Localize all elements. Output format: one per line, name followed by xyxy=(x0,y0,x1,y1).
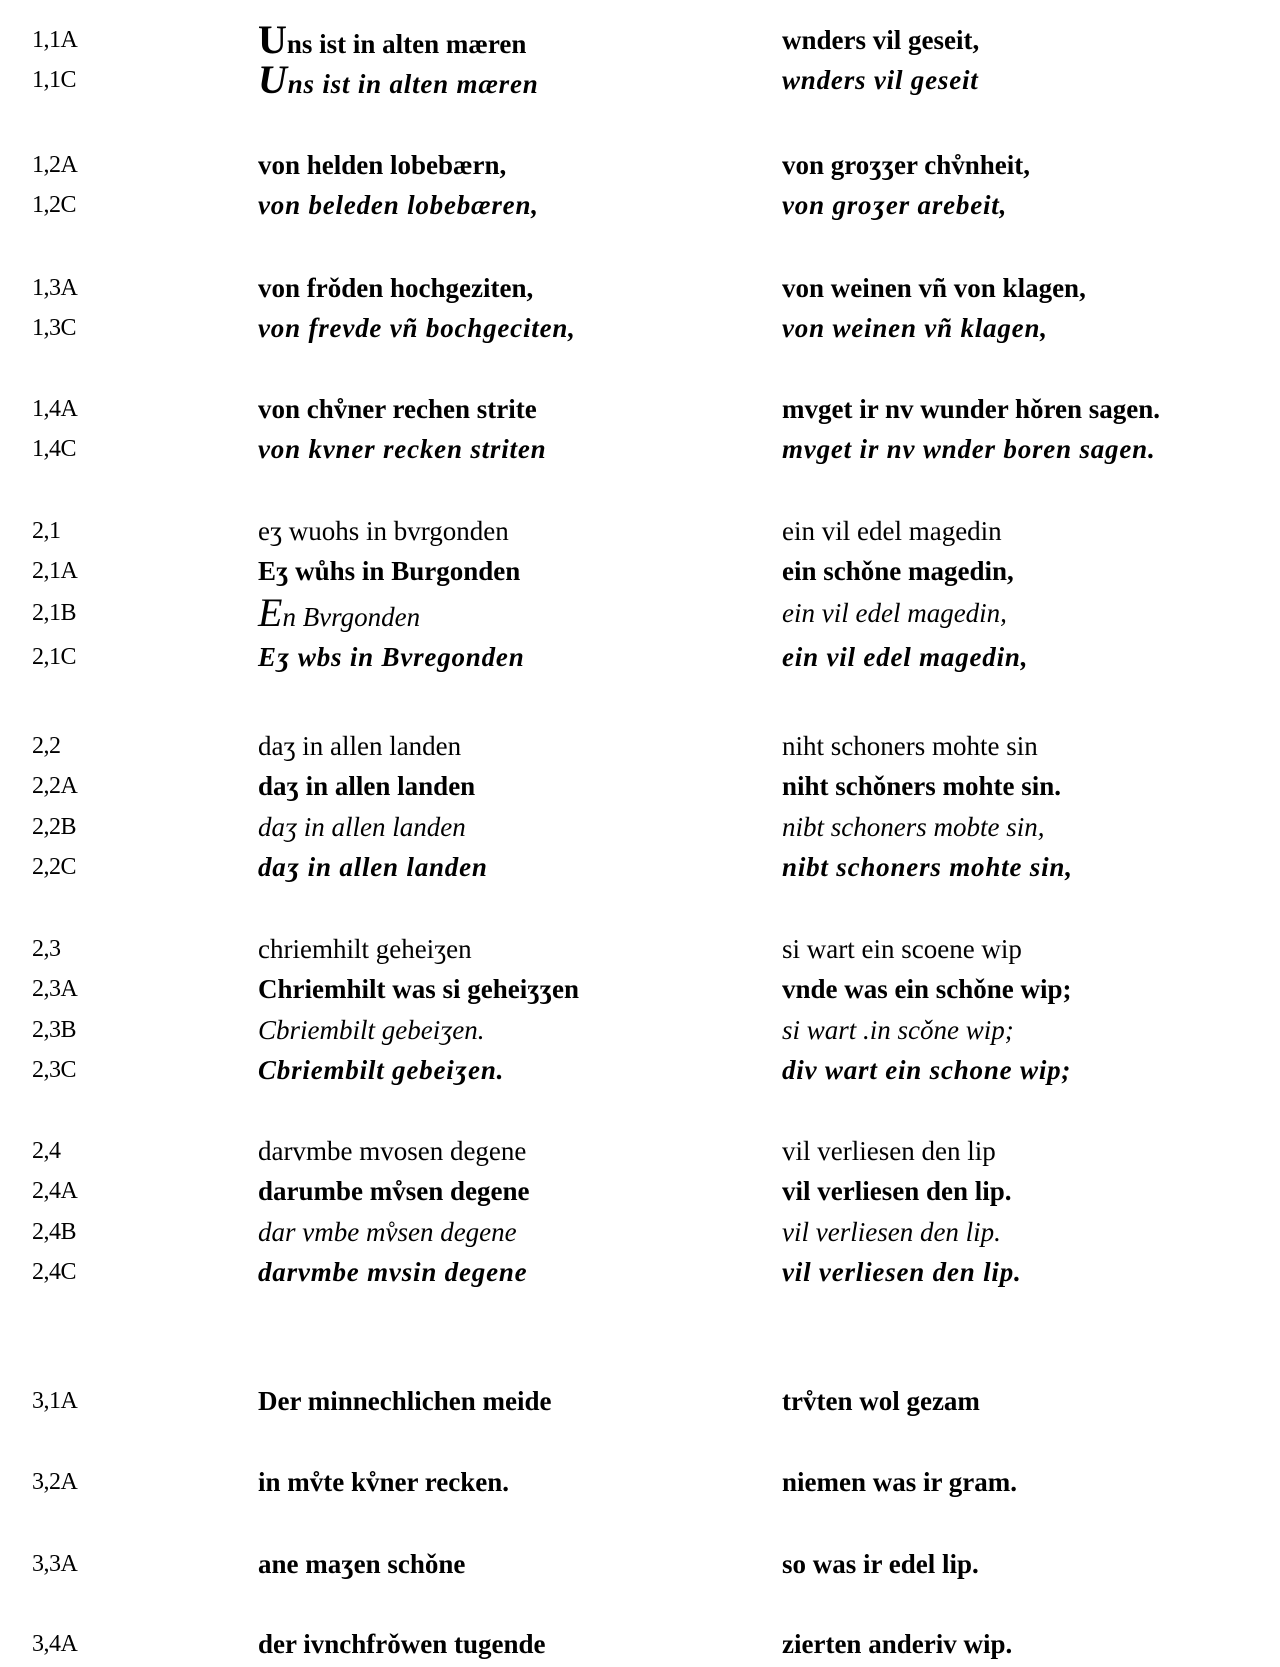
verse-line xyxy=(0,1462,1280,1502)
verse-second-half: so was ir edel lip. xyxy=(782,1549,979,1579)
verse-ref: 1,2A xyxy=(32,152,78,178)
verse-first-half: daʒ in allen landen xyxy=(258,852,488,882)
verse-line xyxy=(0,1381,1280,1421)
verse-line xyxy=(0,1050,1280,1090)
verse-second-half: vil verliesen den lip. xyxy=(782,1217,1001,1247)
verse-second-half: wnders vil geseit, xyxy=(782,25,980,55)
verse-ref: 2,1B xyxy=(32,600,77,626)
verse-second-half: von groʒʒer chv̊nheit, xyxy=(782,150,1031,180)
verse-first-half: in mv̊te kv̊ner recken. xyxy=(258,1467,509,1497)
verse-first-half: von frǒden hochgeziten, xyxy=(258,273,534,303)
verse-first-half: von frevde vñ bochgeciten, xyxy=(258,313,576,343)
verse-line xyxy=(0,969,1280,1009)
verse-line xyxy=(0,807,1280,847)
verse-second-half: ein schǒne magedin, xyxy=(782,556,1014,586)
verse-ref: 3,3A xyxy=(32,1551,78,1577)
verse-ref: 2,2 xyxy=(32,733,61,759)
verse-line xyxy=(0,726,1280,766)
initial-letter: U xyxy=(258,57,288,102)
verse-line xyxy=(0,511,1280,551)
verse-first-half: von chv̊ner rechen strite xyxy=(258,394,537,424)
verse-first-half: daʒ in allen landen xyxy=(258,731,462,761)
verse-ref: 2,4C xyxy=(32,1259,77,1285)
verse-first-half: Uns ist in alten mæren xyxy=(258,17,527,62)
verse-second-half: vil verliesen den lip. xyxy=(782,1176,1012,1206)
verse-ref: 1,2C xyxy=(32,192,77,218)
initial-letter: U xyxy=(258,17,287,62)
verse-second-half: niht schoners mohte sin xyxy=(782,731,1038,761)
verse-second-half: ein vil edel magedin xyxy=(782,516,1002,546)
initial-letter: E xyxy=(258,590,283,635)
verse-first-half: darumbe mv̊sen degene xyxy=(258,1176,530,1206)
verse-second-half: von groʒer arebeit, xyxy=(782,190,1008,220)
verse-ref: 2,4A xyxy=(32,1178,78,1204)
verse-line xyxy=(0,268,1280,308)
verse-line xyxy=(0,57,1280,102)
verse-line xyxy=(0,1252,1280,1292)
verse-line xyxy=(0,389,1280,429)
verse-ref: 2,4 xyxy=(32,1138,61,1164)
verse-second-half: ein vil edel magedin, xyxy=(782,642,1029,672)
verse-first-half: eʒ wuohs in bvrgonden xyxy=(258,516,509,546)
verse-first-half: Cbriembilt gebeiʒen. xyxy=(258,1055,505,1085)
verse-first-half: Eʒ wbs in Bvregonden xyxy=(258,642,525,672)
verse-ref: 1,1C xyxy=(32,67,77,93)
verse-ref: 3,4A xyxy=(32,1631,78,1657)
verse-second-half: niemen was ir gram. xyxy=(782,1467,1017,1497)
verse-first-half: chriemhilt geheiʒen xyxy=(258,934,472,964)
verse-line xyxy=(0,1171,1280,1211)
verse-first-half: darvmbe mvsin degene xyxy=(258,1257,528,1287)
verse-first-half: ane maʒen schǒne xyxy=(258,1549,466,1579)
verse-line xyxy=(0,590,1280,635)
verse-line xyxy=(0,637,1280,677)
verse-line xyxy=(0,308,1280,348)
verse-ref: 2,1C xyxy=(32,644,77,670)
verse-ref: 2,1A xyxy=(32,558,78,584)
verse-line xyxy=(0,145,1280,185)
verse-line xyxy=(0,1624,1280,1664)
verse-second-half: von weinen vñ klagen, xyxy=(782,313,1048,343)
verse-second-half: div wart ein schone wip; xyxy=(782,1055,1072,1085)
verse-first-half: Chriemhilt was si geheiʒʒen xyxy=(258,974,579,1004)
verse-second-half: niht schǒners mohte sin. xyxy=(782,771,1062,801)
verse-ref: 2,2C xyxy=(32,854,77,880)
verse-first-half: daʒ in allen landen xyxy=(258,812,466,842)
verse-ref: 1,3C xyxy=(32,315,77,341)
verse-line xyxy=(0,551,1280,591)
verse-first-half: daʒ in allen landen xyxy=(258,771,476,801)
verse-second-half: si wart .in scǒne wip; xyxy=(782,1015,1014,1045)
verse-second-half: nibt schoners mobte sin, xyxy=(782,812,1045,842)
verse-first-half: von kvner recken striten xyxy=(258,434,547,464)
verse-first-half: von helden lobebærn, xyxy=(258,150,507,180)
verse-line xyxy=(0,766,1280,806)
verse-line xyxy=(0,1212,1280,1252)
verse-ref: 2,2A xyxy=(32,773,78,799)
verse-ref: 2,3 xyxy=(32,936,61,962)
verse-line xyxy=(0,185,1280,225)
verse-ref: 2,1 xyxy=(32,518,61,544)
verse-first-half: dar vmbe mv̊sen degene xyxy=(258,1217,517,1247)
verse-ref: 3,1A xyxy=(32,1388,78,1414)
verse-first-half: Uns ist in alten mæren xyxy=(258,57,539,102)
verse-first-half: der ivnchfrǒwen tugende xyxy=(258,1629,546,1659)
verse-line xyxy=(0,1010,1280,1050)
verse-line xyxy=(0,929,1280,969)
verse-second-half: trv̊ten wol gezam xyxy=(782,1386,980,1416)
verse-line xyxy=(0,1544,1280,1584)
verse-ref: 1,1A xyxy=(32,27,78,53)
verse-second-half: zierten anderiv wip. xyxy=(782,1629,1013,1659)
verse-ref: 1,3A xyxy=(32,275,78,301)
verse-ref: 2,2B xyxy=(32,814,77,840)
verse-second-half: vil verliesen den lip. xyxy=(782,1257,1022,1287)
verse-ref: 2,3B xyxy=(32,1017,77,1043)
verse-second-half: ein vil edel magedin, xyxy=(782,598,1007,628)
verse-ref: 2,3A xyxy=(32,976,78,1002)
verse-first-half: Eʒ wůhs in Burgonden xyxy=(258,556,521,586)
verse-first-half: Cbriembilt gebeiʒen. xyxy=(258,1015,485,1045)
verse-line xyxy=(0,17,1280,62)
verse-line xyxy=(0,1131,1280,1171)
verse-line xyxy=(0,847,1280,887)
verse-second-half: si wart ein scoene wip xyxy=(782,934,1022,964)
verse-second-half: von weinen vñ von klagen, xyxy=(782,273,1086,303)
verse-second-half: mvget ir nv wnder boren sagen. xyxy=(782,434,1156,464)
verse-second-half: nibt schoners mohte sin, xyxy=(782,852,1073,882)
verse-ref: 1,4A xyxy=(32,396,78,422)
verse-first-half: En Bvrgonden xyxy=(258,590,421,635)
verse-line xyxy=(0,429,1280,469)
verse-first-half: darvmbe mvosen degene xyxy=(258,1136,527,1166)
verse-first-half: Der minnechlichen meide xyxy=(258,1386,552,1416)
verse-ref: 2,4B xyxy=(32,1219,77,1245)
verse-ref: 3,2A xyxy=(32,1469,78,1495)
verse-ref: 1,4C xyxy=(32,436,77,462)
verse-first-half: von beleden lobebæren, xyxy=(258,190,539,220)
verse-second-half: mvget ir nv wunder hǒren sagen. xyxy=(782,394,1161,424)
verse-second-half: wnders vil geseit xyxy=(782,65,979,95)
verse-ref: 2,3C xyxy=(32,1057,77,1083)
verse-second-half: vil verliesen den lip xyxy=(782,1136,996,1166)
verse-second-half: vnde was ein schǒne wip; xyxy=(782,974,1072,1004)
